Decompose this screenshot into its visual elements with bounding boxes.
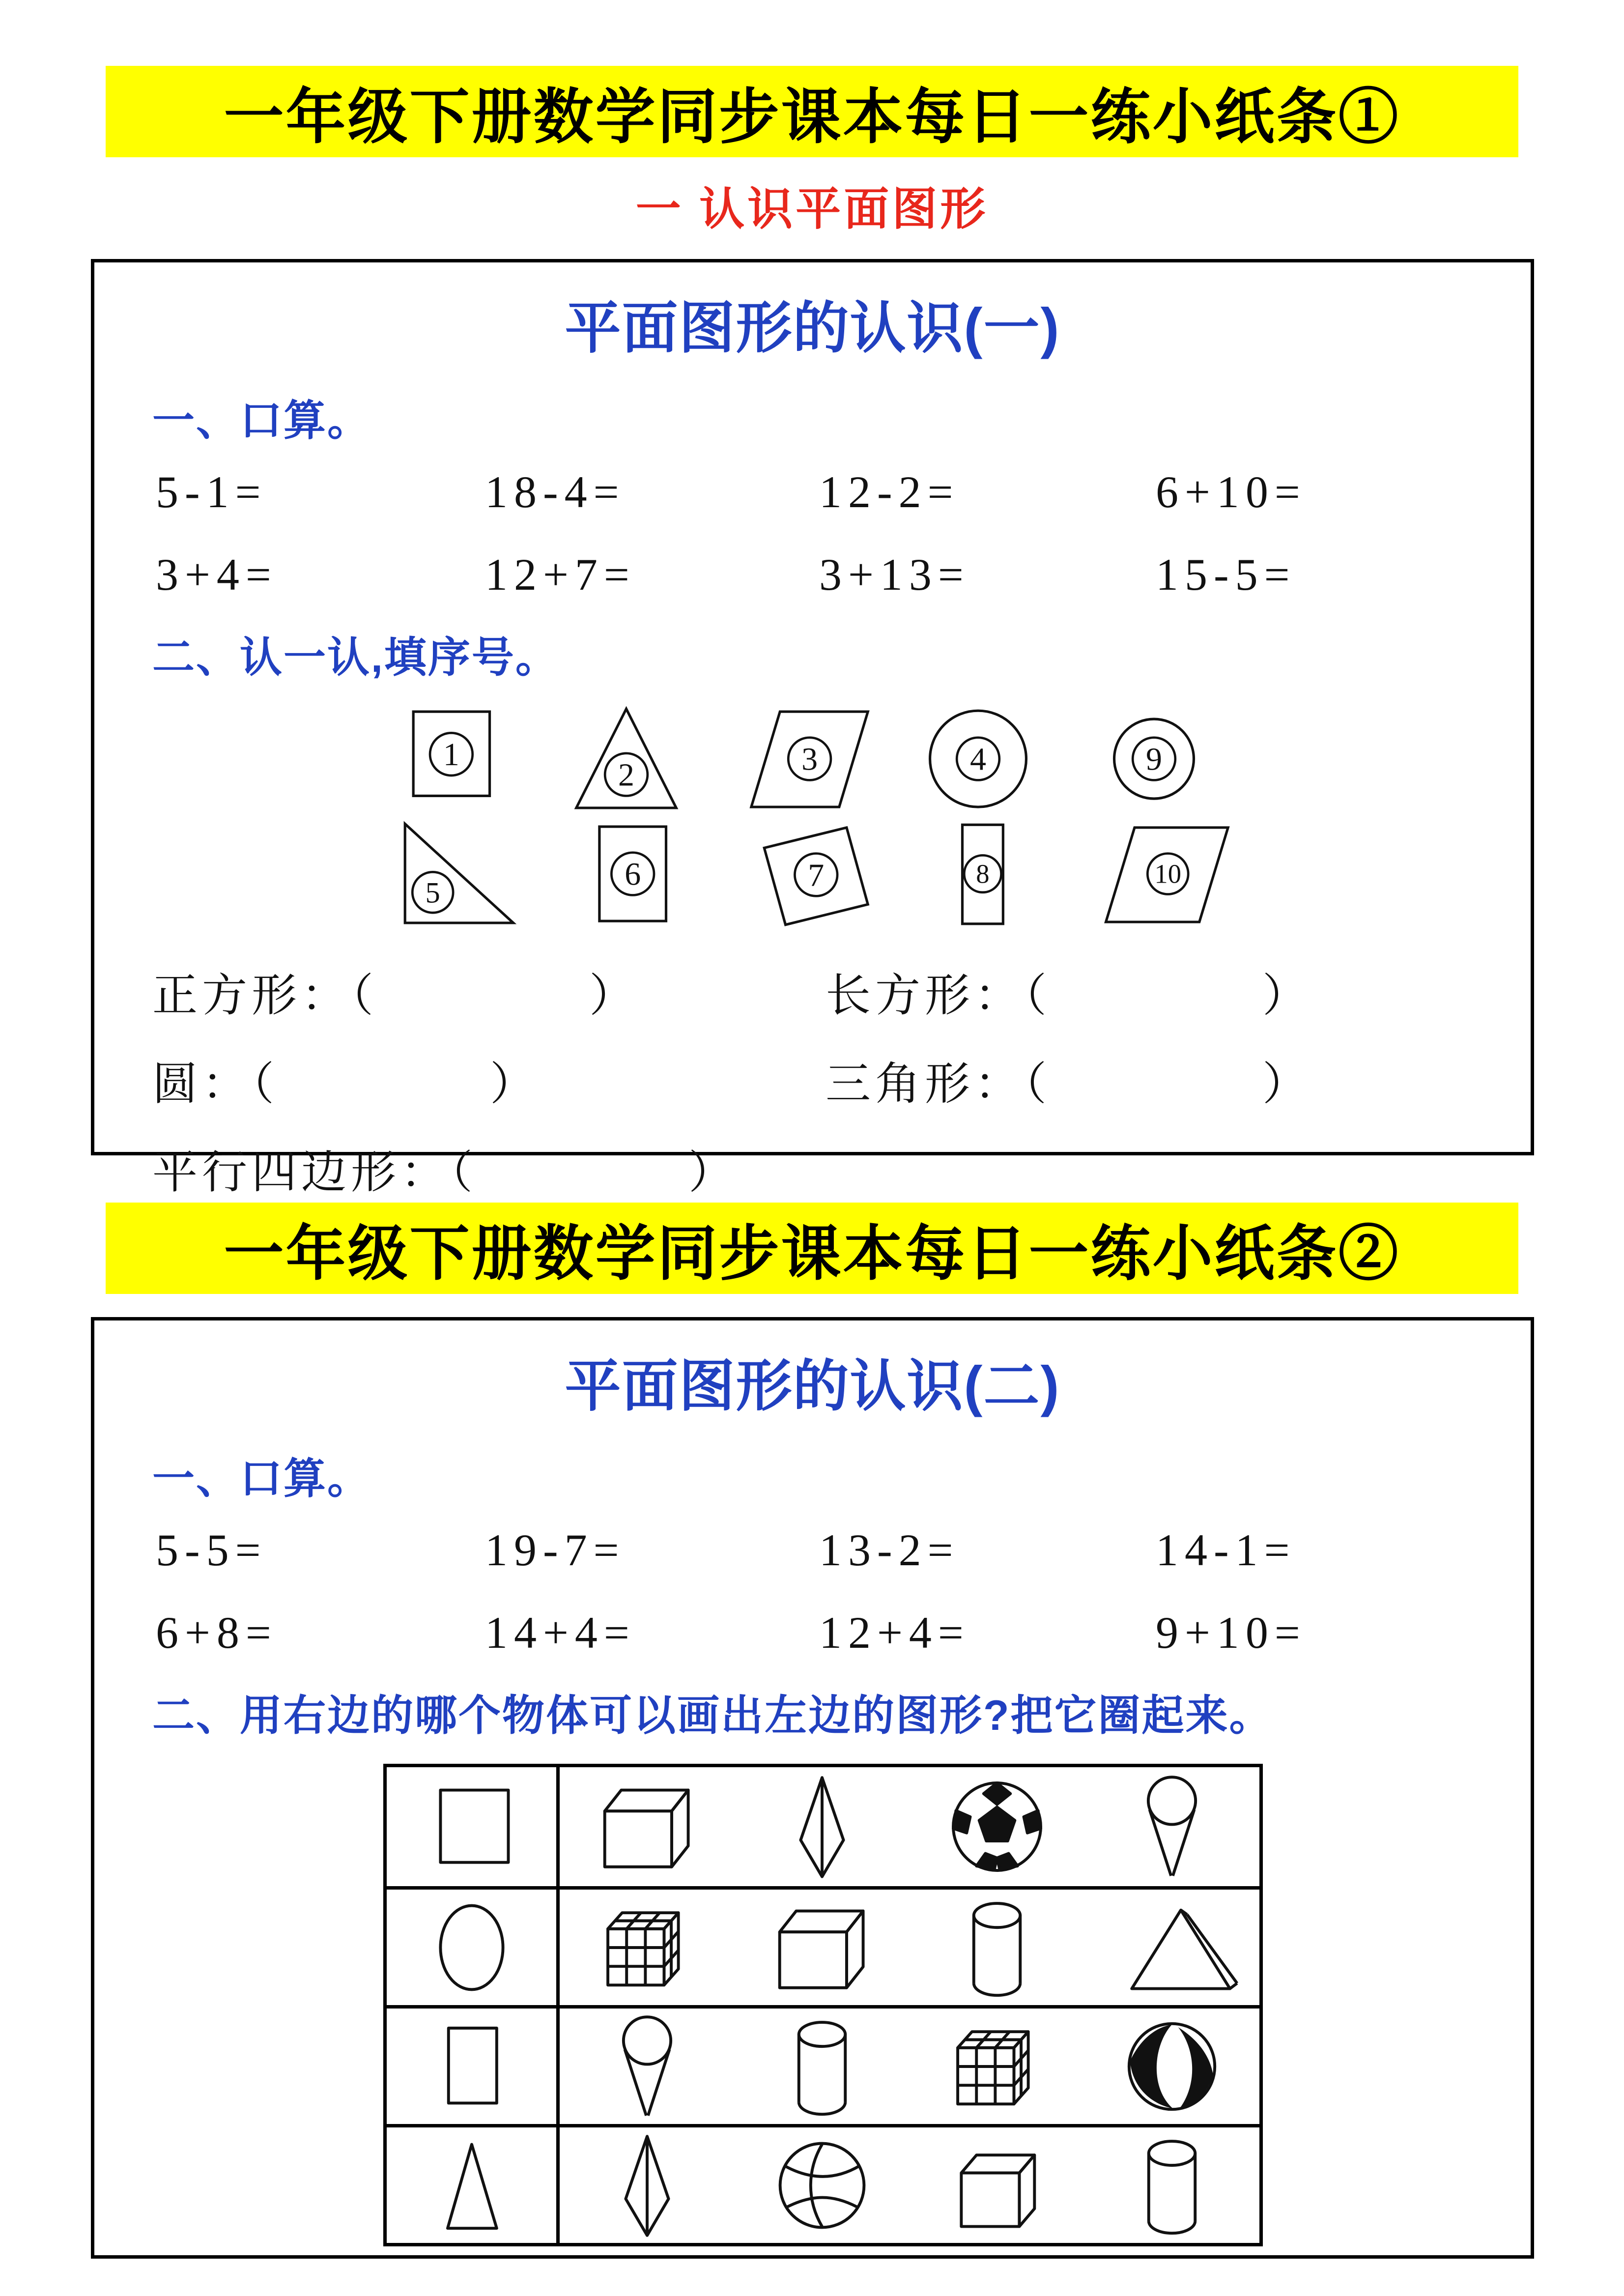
math-problem: 19-7= bbox=[485, 1525, 626, 1575]
target-triangle-2d-icon bbox=[387, 2127, 560, 2243]
math-problem: 12-2= bbox=[819, 467, 960, 517]
svg-text:4: 4 bbox=[969, 741, 986, 777]
paren-close: ） bbox=[1262, 1059, 1312, 1109]
paren-open: （ bbox=[351, 971, 378, 1021]
paren-close: ） bbox=[688, 1148, 739, 1198]
triangular-prism-icon bbox=[1089, 1891, 1254, 2004]
object-options bbox=[560, 2127, 1259, 2243]
cylinder-icon bbox=[1089, 2129, 1254, 2242]
math-problem: 14+4= bbox=[485, 1607, 636, 1658]
svg-text:2: 2 bbox=[618, 757, 634, 793]
svg-text:6: 6 bbox=[624, 856, 641, 892]
math-problem: 18-4= bbox=[485, 467, 626, 517]
shape-parallelogram-icon bbox=[714, 704, 890, 816]
banner-1: 一年级下册数学同步课本每日一练小纸条① bbox=[106, 66, 1518, 157]
paren-open: （ bbox=[252, 1059, 279, 1109]
svg-text:5: 5 bbox=[425, 876, 440, 910]
sheet2-circle-label: 二、用右边的哪个物体可以画出左边的图形?把它圈起来。 bbox=[152, 1692, 1273, 1739]
answer-label: 平行四边形： bbox=[152, 1148, 451, 1198]
shape-rectangle-icon bbox=[538, 819, 714, 931]
cuboid-icon bbox=[565, 1770, 730, 1883]
shape-circle-small-icon bbox=[1066, 704, 1242, 816]
sheet1-oral-problems bbox=[156, 466, 1531, 601]
math-problem: 5-5= bbox=[156, 1525, 267, 1575]
paren-open: （ bbox=[450, 1148, 478, 1198]
shape-narrow-rectangle-icon bbox=[890, 819, 1066, 931]
cone-icon bbox=[1089, 1770, 1254, 1883]
answer-label: 正方形： bbox=[152, 971, 351, 1021]
unit-subtitle: 一 认识平面图形 bbox=[635, 184, 989, 234]
sheet2-oral-label: 一、口算。 bbox=[152, 1455, 371, 1502]
shape-square-icon bbox=[362, 704, 538, 816]
answer-blank bbox=[826, 1048, 1531, 1113]
answer-line bbox=[152, 1048, 1531, 1113]
paren-close: ） bbox=[589, 971, 639, 1021]
math-problem: 3+4= bbox=[156, 549, 278, 600]
rubik-cube-icon bbox=[914, 2010, 1080, 2123]
volleyball-icon bbox=[1089, 2010, 1254, 2123]
answer-label: 圆： bbox=[152, 1059, 252, 1109]
sheet1-numbered-shapes bbox=[362, 704, 1531, 931]
object-options bbox=[560, 1890, 1259, 2005]
answer-blank bbox=[152, 1136, 826, 1201]
object-options bbox=[560, 1767, 1259, 1886]
soccer-ball-icon bbox=[914, 1770, 1080, 1883]
banner-2: 一年级下册数学同步课本每日一练小纸条② bbox=[106, 1203, 1518, 1294]
cuboid-icon bbox=[740, 1891, 905, 2004]
math-problem: 15-5= bbox=[1156, 549, 1296, 600]
object-table-row bbox=[387, 1886, 1259, 2005]
shape-right-triangle-icon bbox=[362, 819, 538, 931]
svg-text:3: 3 bbox=[801, 741, 818, 777]
rubik-cube-icon bbox=[565, 1891, 730, 2004]
pyramid-icon bbox=[565, 2129, 730, 2242]
cone-icon bbox=[565, 2010, 730, 2123]
cylinder-icon bbox=[914, 1891, 1080, 2004]
answer-blank bbox=[826, 959, 1531, 1024]
svg-text:9: 9 bbox=[1145, 741, 1162, 777]
target-square-2d-icon bbox=[387, 1767, 560, 1886]
math-problem: 14-1= bbox=[1156, 1525, 1296, 1575]
answer-label: 三角形： bbox=[826, 1059, 1025, 1109]
sheet1-title: 平面图形的认识(一) bbox=[565, 297, 1060, 360]
svg-text:8: 8 bbox=[975, 859, 990, 889]
sheet2-title: 平面图形的认识(二) bbox=[565, 1355, 1060, 1418]
shape-triangle-icon bbox=[538, 704, 714, 816]
worksheet-2-box bbox=[91, 1317, 1534, 2259]
shape-row bbox=[362, 819, 1531, 931]
math-problem: 13-2= bbox=[819, 1525, 960, 1575]
basketball-icon bbox=[740, 2129, 905, 2242]
answer-blank bbox=[152, 1048, 826, 1113]
cube-icon bbox=[914, 2129, 1080, 2242]
answer-label: 长方形： bbox=[826, 971, 1025, 1021]
math-problem: 12+7= bbox=[485, 549, 636, 600]
paren-open: （ bbox=[1024, 971, 1052, 1021]
cylinder-icon bbox=[740, 2010, 905, 2123]
answer-line bbox=[152, 959, 1531, 1024]
math-problem: 12+4= bbox=[819, 1607, 970, 1658]
answer-line bbox=[152, 1136, 1531, 1201]
paren-open: （ bbox=[1024, 1059, 1052, 1109]
worksheet-1-box bbox=[91, 259, 1534, 1198]
math-problem: 9+10= bbox=[1156, 1607, 1307, 1658]
math-problem: 3+13= bbox=[819, 549, 970, 600]
svg-text:10: 10 bbox=[1154, 859, 1181, 889]
svg-text:7: 7 bbox=[807, 857, 824, 893]
math-problem: 5-1= bbox=[156, 467, 267, 517]
shape-tilted-square-icon bbox=[714, 819, 890, 931]
paren-close: ） bbox=[490, 1059, 540, 1109]
sheet2-oral-problems bbox=[156, 1524, 1531, 1659]
shape-circle-large-icon bbox=[890, 704, 1066, 816]
sheet2-object-table bbox=[383, 1764, 1263, 2246]
shape-parallelogram-2-icon bbox=[1066, 819, 1242, 931]
sheet1-answer-lines bbox=[152, 959, 1531, 1201]
svg-text:1: 1 bbox=[443, 737, 459, 773]
object-options bbox=[560, 2009, 1259, 2124]
object-table-row bbox=[387, 2124, 1259, 2243]
pyramid-icon bbox=[740, 1770, 905, 1883]
sheet1-recognize-label: 二、认一认,填序号。 bbox=[152, 634, 559, 681]
math-problem: 6+8= bbox=[156, 1607, 278, 1658]
object-table-row bbox=[387, 1767, 1259, 1886]
math-problem: 6+10= bbox=[1156, 467, 1307, 517]
object-table-row bbox=[387, 2005, 1259, 2124]
target-rectangle-2d-icon bbox=[387, 2009, 560, 2124]
answer-blank bbox=[152, 959, 826, 1024]
sheet1-oral-label: 一、口算。 bbox=[152, 397, 371, 444]
shape-row bbox=[362, 704, 1531, 816]
target-circle-2d-icon bbox=[387, 1890, 560, 2005]
paren-close: ） bbox=[1262, 971, 1312, 1021]
